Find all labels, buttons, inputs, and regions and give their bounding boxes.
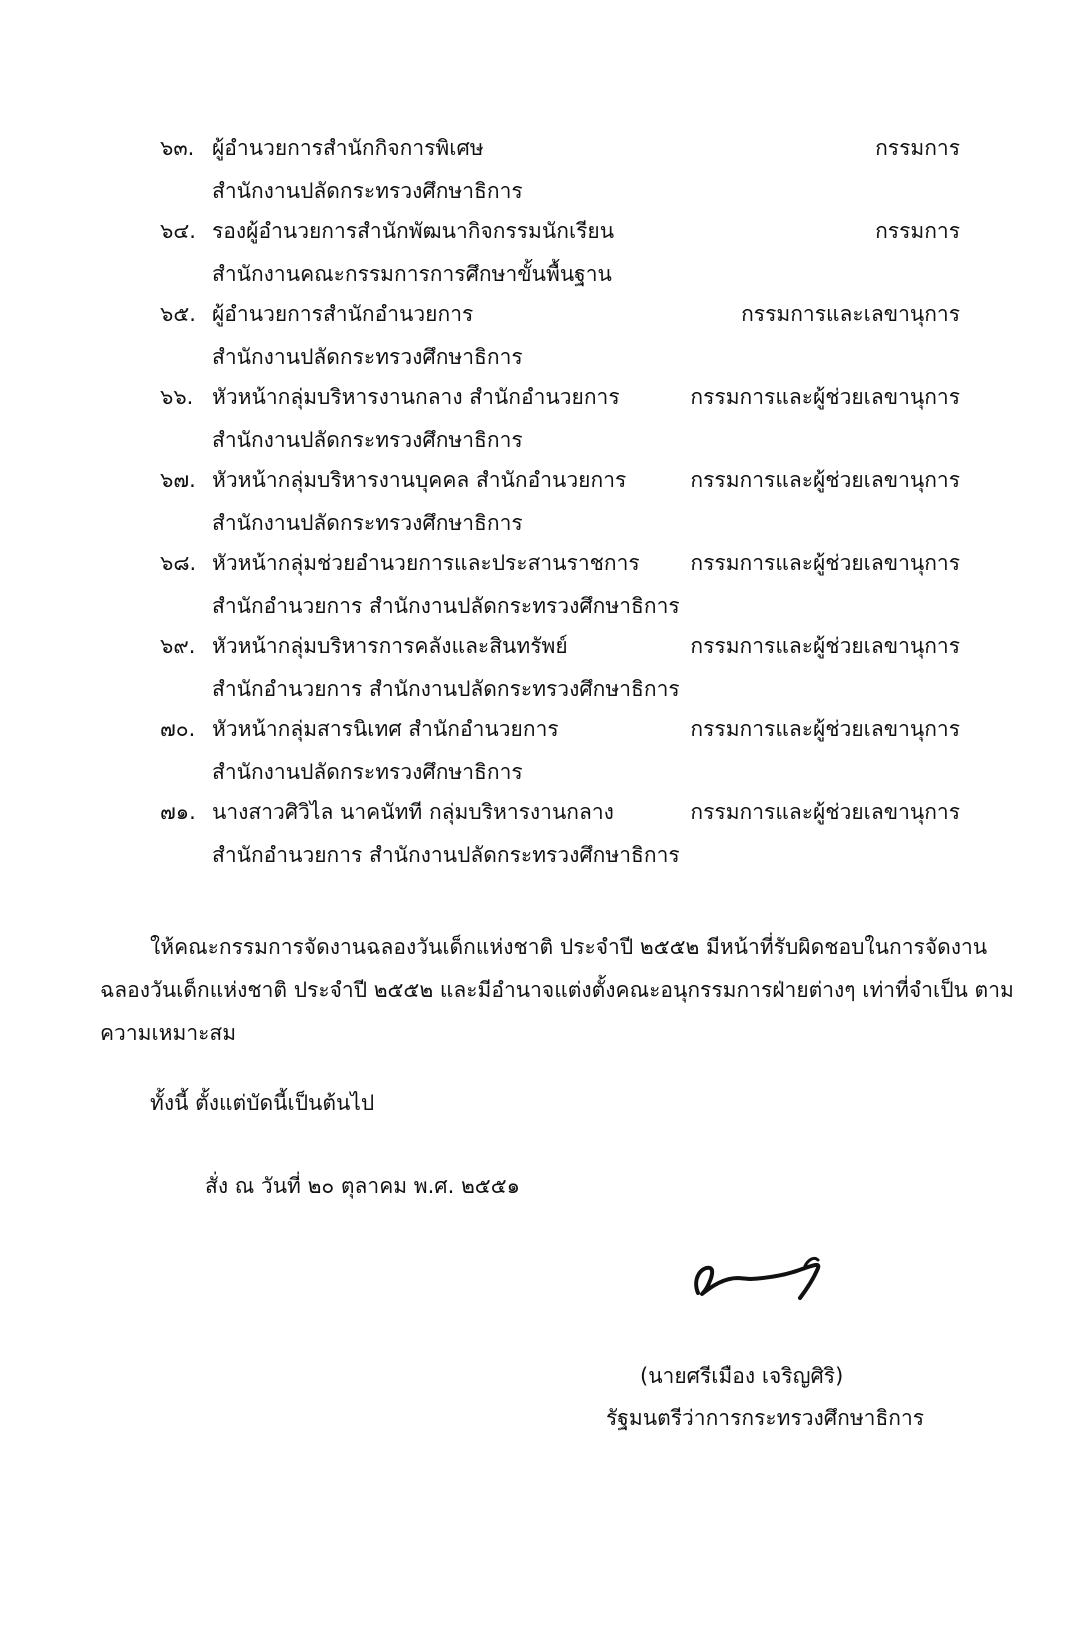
signer-title: รัฐมนตรีว่าการกระทรวงศึกษาธิการ <box>606 1406 925 1430</box>
item-office: สำนักงานคณะกรรมการการศึกษาขั้นพื้นฐาน <box>212 262 612 286</box>
committee-item <box>0 462 1082 554</box>
item-position: นางสาวศิวิไล นาคนัทที กลุ่มบริหารงานกลาง <box>212 800 614 824</box>
item-number: ๗๐. <box>160 717 196 741</box>
item-number: ๖๗. <box>160 468 196 492</box>
responsibility-paragraph <box>100 926 1014 1055</box>
paragraph-line: ให้คณะกรรมการจัดงานฉลองวันเด็กแห่งชาติ ประจำปี ๒๕๕๒ มีหน้าที่รับผิดชอบในการจัดงาน <box>150 935 988 959</box>
order-date: สั่ง ณ วันที่ ๒๐ ตุลาคม พ.ศ. ๒๕๕๑ <box>205 1174 520 1198</box>
item-role: กรรมการและผู้ช่วยเลขานุการ <box>690 717 960 741</box>
item-position: ผู้อำนวยการสำนักกิจการพิเศษ <box>212 136 484 160</box>
item-role: กรรมการและผู้ช่วยเลขานุการ <box>690 634 960 658</box>
committee-item <box>0 628 1082 720</box>
committee-item <box>0 545 1082 637</box>
committee-item <box>0 711 1082 803</box>
item-position: หัวหน้ากลุ่มบริหารงานบุคคล สำนักอำนวยการ <box>212 468 627 492</box>
item-number: ๖๘. <box>160 551 197 575</box>
item-office: สำนักงานปลัดกระทรวงศึกษาธิการ <box>212 179 523 203</box>
item-number: ๖๙. <box>160 634 196 658</box>
item-number: ๖๓. <box>160 136 195 160</box>
item-number: ๗๑. <box>160 800 196 824</box>
committee-item <box>0 794 1082 886</box>
item-role: กรรมการ <box>875 219 960 243</box>
item-position: หัวหน้ากลุ่มบริหารการคลังและสินทรัพย์ <box>212 634 568 658</box>
item-office: สำนักอำนวยการ สำนักงานปลัดกระทรวงศึกษาธิการ <box>212 677 680 701</box>
paragraph-line: ความเหมาะสม <box>100 1021 237 1045</box>
item-role: กรรมการ <box>875 136 960 160</box>
item-office: สำนักงานปลัดกระทรวงศึกษาธิการ <box>212 511 523 535</box>
committee-item <box>0 379 1082 471</box>
item-role: กรรมการและผู้ช่วยเลขานุการ <box>690 800 960 824</box>
item-position: รองผู้อำนวยการสำนักพัฒนากิจกรรมนักเรียน <box>212 219 615 243</box>
item-position: ผู้อำนวยการสำนักอำนวยการ <box>212 302 474 326</box>
committee-item <box>0 213 1082 305</box>
paragraph-line: ฉลองวันเด็กแห่งชาติ ประจำปี ๒๕๕๒ และมีอำนาจแต่งตั้งคณะอนุกรรมการฝ่ายต่างๆ เท่าที่จำเป็น ตาม <box>100 978 1014 1002</box>
committee-item <box>0 130 1082 222</box>
item-position: หัวหน้ากลุ่มสารนิเทศ สำนักอำนวยการ <box>212 717 559 741</box>
item-role: กรรมการและผู้ช่วยเลขานุการ <box>690 385 960 409</box>
committee-item <box>0 296 1082 388</box>
item-office: สำนักงานปลัดกระทรวงศึกษาธิการ <box>212 428 523 452</box>
signer-name: (นายศรีเมือง เจริญศิริ) <box>640 1364 844 1388</box>
item-office: สำนักงานปลัดกระทรวงศึกษาธิการ <box>212 345 523 369</box>
signature-image <box>690 1238 840 1318</box>
item-office: สำนักงานปลัดกระทรวงศึกษาธิการ <box>212 760 523 784</box>
item-position: หัวหน้ากลุ่มบริหารงานกลาง สำนักอำนวยการ <box>212 385 620 409</box>
effective-clause: ทั้งนี้ ตั้งแต่บัดนี้เป็นต้นไป <box>150 1091 375 1115</box>
item-role: กรรมการและเลขานุการ <box>741 302 960 326</box>
item-office: สำนักอำนวยการ สำนักงานปลัดกระทรวงศึกษาธิการ <box>212 594 680 618</box>
item-role: กรรมการและผู้ช่วยเลขานุการ <box>690 551 960 575</box>
item-role: กรรมการและผู้ช่วยเลขานุการ <box>690 468 960 492</box>
item-position: หัวหน้ากลุ่มช่วยอำนวยการและประสานราชการ <box>212 551 640 575</box>
item-number: ๖๖. <box>160 385 194 409</box>
item-office: สำนักอำนวยการ สำนักงานปลัดกระทรวงศึกษาธิการ <box>212 843 680 867</box>
item-number: ๖๕. <box>160 302 196 326</box>
item-number: ๖๔. <box>160 219 196 243</box>
